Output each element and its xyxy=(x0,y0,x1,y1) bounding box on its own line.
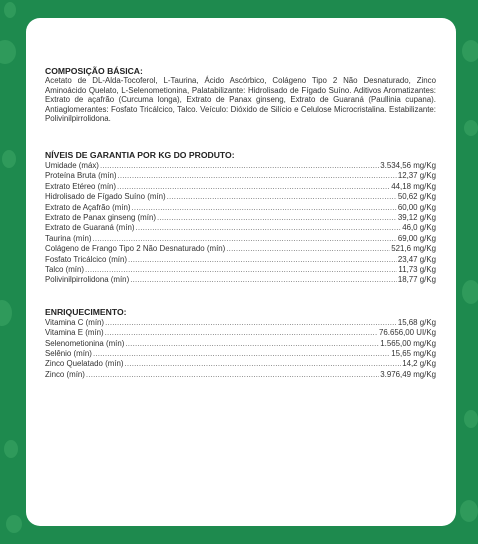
dot-leader xyxy=(135,223,401,233)
dot-leader xyxy=(86,370,379,380)
row-value: 23,47 g/Kg xyxy=(397,254,436,264)
table-row xyxy=(45,370,436,380)
row-label: Vitamina C (mín) xyxy=(45,317,105,327)
table-row xyxy=(45,318,436,328)
row-label: Selênio (mín) xyxy=(45,349,92,359)
row-value: 50,62 g/Kg xyxy=(397,192,436,202)
row-label: Hidrolisado de Fígado Suíno (mín) xyxy=(45,192,166,202)
row-label: Extrato de Guaraná (mín) xyxy=(45,223,135,233)
row-label: Extrato de Panax ginseng (mín) xyxy=(45,213,156,222)
row-value: 76.656,00 UI/Kg xyxy=(378,328,436,338)
table-row xyxy=(45,339,436,349)
table-row xyxy=(45,244,436,254)
row-label: Vitamina E (mín) xyxy=(45,328,104,338)
dot-leader xyxy=(128,255,397,265)
row-value: 46,0 g/Kg xyxy=(402,223,436,233)
composition-title: COMPOSIÇÃO BÁSICA: xyxy=(45,66,143,76)
dot-leader xyxy=(92,234,396,244)
row-label: Selenometionina (mín) xyxy=(45,338,125,348)
row-label: Extrato Etéreo (mín) xyxy=(45,181,117,191)
dot-leader xyxy=(130,275,397,285)
dot-leader xyxy=(167,192,397,202)
composition-text: Acetato de DL-Alda-Tocoferol, L-Taurina, Ácido Ascórbico, Colágeno Tipo 2 Não Desnaturado, Zinco Aminoácido Quelato, L-Selenometionina, Palatabilizante: Hidrolisado de Fígado Suíno. Aditivos Aromatizantes: Extrato de açafrão (Curcuma longa), Extrato de Panax ginseng, Extrato de Guaraná (Paullinia cupana). Antiaglomerantes: Fosfato Tricálcico, Talco. Veículo: Dióxido de Silício e Celulose Microcristalina. Estabilizante: Polivinilpirrolidona. xyxy=(45,76,436,124)
row-label: Zinco (mín) xyxy=(45,369,85,379)
table-row xyxy=(45,328,436,338)
dot-leader xyxy=(117,182,390,192)
row-label: Zinco Quelatado (mín) xyxy=(45,359,124,369)
enrichment-title: ENRIQUECIMENTO: xyxy=(45,306,127,317)
enrichment-section xyxy=(45,307,436,380)
dot-leader xyxy=(85,265,397,275)
row-value: 15,65 mg/Kg xyxy=(391,349,436,359)
row-label: Proteína Bruta (mín) xyxy=(45,171,117,181)
table-row xyxy=(45,255,436,265)
row-value: 39,12 g/Kg xyxy=(397,213,436,222)
guarantee-title: NÍVEIS DE GARANTIA POR KG DO PRODUTO: xyxy=(45,149,235,160)
row-label: Polivinilpirrolidona (mín) xyxy=(45,275,130,285)
row-label: Fosfato Tricálcico (mín) xyxy=(45,254,127,264)
table-row xyxy=(45,182,436,192)
label-panel xyxy=(26,18,456,526)
row-value: 1.565,00 mg/Kg xyxy=(380,338,436,348)
dot-leader xyxy=(132,203,397,213)
dot-leader xyxy=(100,161,379,171)
dot-leader xyxy=(125,359,402,369)
row-label: Umidade (máx) xyxy=(45,160,99,170)
dot-leader xyxy=(117,171,396,181)
table-row xyxy=(45,275,436,285)
dot-leader xyxy=(105,328,378,338)
row-value: 3.976,49 mg/Kg xyxy=(380,369,436,379)
table-row xyxy=(45,234,436,244)
enrichment-table xyxy=(45,318,436,380)
table-row xyxy=(45,171,436,181)
guarantee-table xyxy=(45,161,436,286)
row-label: Talco (mín) xyxy=(45,265,85,275)
row-value: 3.534,56 mg/Kg xyxy=(380,160,436,170)
composition-section xyxy=(45,66,436,124)
row-value: 60,00 g/Kg xyxy=(397,202,436,212)
guarantee-section xyxy=(45,150,436,286)
dot-leader xyxy=(125,339,379,349)
table-row xyxy=(45,223,436,233)
row-value: 15,68 g/Kg xyxy=(397,317,436,327)
table-row xyxy=(45,213,436,223)
row-label: Extrato de Açafrão (mín) xyxy=(45,202,131,212)
table-row xyxy=(45,359,436,369)
table-row xyxy=(45,203,436,213)
row-value: 18,77 g/Kg xyxy=(397,275,436,285)
table-row xyxy=(45,192,436,202)
table-row xyxy=(45,161,436,171)
dot-leader xyxy=(157,213,397,223)
row-value: 44,18 mg/Kg xyxy=(391,181,436,191)
row-value: 69,00 g/Kg xyxy=(397,233,436,243)
dot-leader xyxy=(105,318,397,328)
dot-leader xyxy=(93,349,390,359)
row-value: 11,73 g/Kg xyxy=(398,265,436,275)
row-value: 14,2 g/Kg xyxy=(402,359,436,369)
row-label: Colágeno de Frango Tipo 2 Não Desnaturado (mín) xyxy=(45,244,226,254)
row-value: 12,37 g/Kg xyxy=(397,171,436,181)
dot-leader xyxy=(226,244,390,254)
table-row xyxy=(45,265,436,275)
row-value: 521,6 mg/Kg xyxy=(391,244,436,254)
table-row xyxy=(45,349,436,359)
row-label: Taurina (mín) xyxy=(45,233,92,243)
